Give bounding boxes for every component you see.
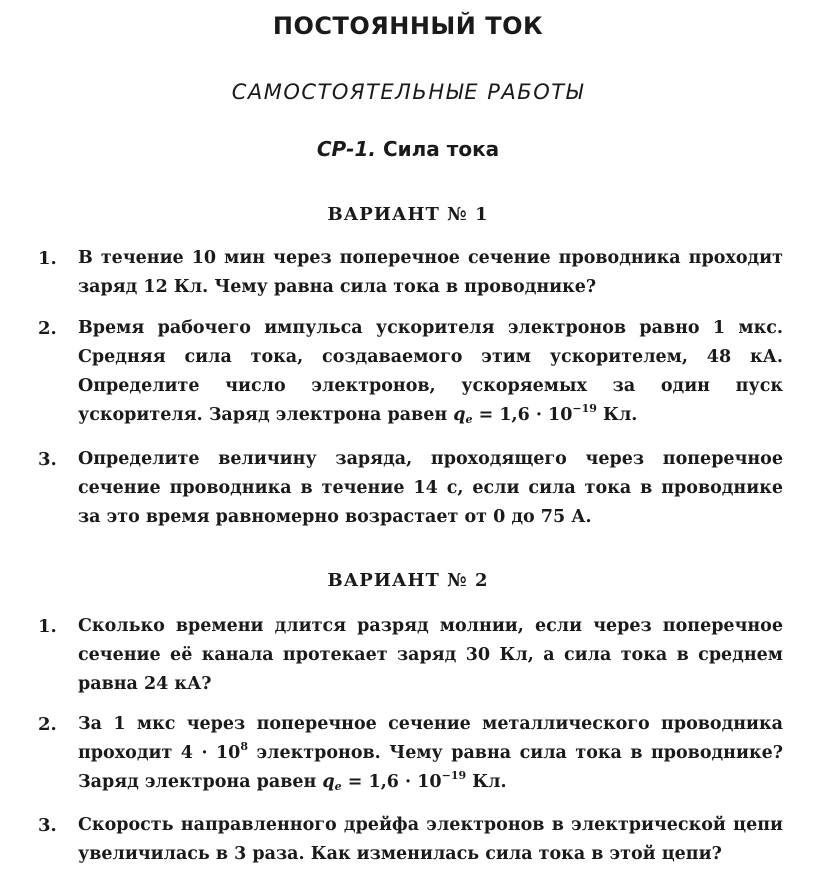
problem-number: 3.: [38, 449, 57, 470]
problem-text: [78, 710, 783, 797]
problem-number: 1.: [38, 616, 57, 637]
problem-text-part-b: электронов. Чему равна сила тока в проводнике? Заряд электрона равен: [78, 743, 783, 792]
charge-subscript: e: [465, 413, 473, 426]
section-code: СР-1.: [316, 137, 376, 161]
problem-text: Определите величину заряда, проходящего через поперечное сечение проводника в течение 14 с, если сила тока в проводнике за это время равномерно возрастает от 0 до 75 А.: [78, 449, 783, 527]
problem-text: [78, 314, 783, 430]
problem-number: 2.: [38, 714, 57, 735]
variant-2-title: ВАРИАНТ № 2: [327, 570, 489, 591]
variant-2-problem-2: [38, 710, 783, 797]
problem-text: Скорость направленного дрейфа электронов в электрической цепи увеличилась в 3 раза. Как изменилась сила тока в этой цепи?: [78, 815, 783, 864]
variant-1-problem-2: [38, 314, 783, 430]
charge-value: = 1,6 · 10: [478, 405, 573, 425]
problem-text: В течение 10 мин через поперечное сечение проводника проходит заряд 12 Кл. Чему равна сила тока в проводнике?: [78, 248, 783, 297]
charge-symbol: q: [453, 405, 466, 425]
variant-1-problem-1: [38, 244, 783, 302]
problem-number: 1.: [38, 248, 57, 269]
page-title: ПОСТОЯННЫЙ ТОК: [272, 12, 544, 40]
problem-number: 3.: [38, 815, 57, 836]
charge-exponent: −19: [572, 402, 597, 415]
charge-unit: Кл.: [472, 772, 507, 792]
charge-subscript: e: [334, 780, 342, 793]
electron-count-exponent: 8: [240, 740, 249, 753]
problem-number: 2.: [38, 318, 57, 339]
page-subtitle: САМОСТОЯТЕЛЬНЫЕ РАБОТЫ: [231, 80, 585, 104]
variant-1-title: ВАРИАНТ № 1: [327, 204, 489, 225]
variant-1-problem-3: [38, 445, 783, 532]
charge-exponent: −19: [441, 769, 467, 782]
section-name: Сила тока: [382, 137, 500, 161]
charge-symbol: q: [322, 772, 335, 792]
problem-text-main: Время рабочего импульса ускорителя электронов равно 1 мкс. Средняя сила тока, создаваемого этим ускорителем, 48 кА. Определите число электронов, ускоряемых за один пуск ускорителя. Заряд электрона равен: [78, 318, 783, 425]
problem-text: Сколько времени длится разряд молнии, если через поперечное сечение её канала протекает заряд 30 Кл, а сила тока в среднем равна 24 кА?: [78, 616, 783, 694]
charge-value: = 1,6 · 10: [347, 772, 442, 792]
section-title: [0, 137, 816, 161]
problem-text-part-a: За 1 мкс через поперечное сечение металлического проводника проходит 4 · 10: [78, 714, 783, 763]
variant-2-problem-1: [38, 612, 783, 699]
variant-2-problem-3: [38, 811, 783, 869]
charge-unit: Кл.: [603, 405, 638, 425]
